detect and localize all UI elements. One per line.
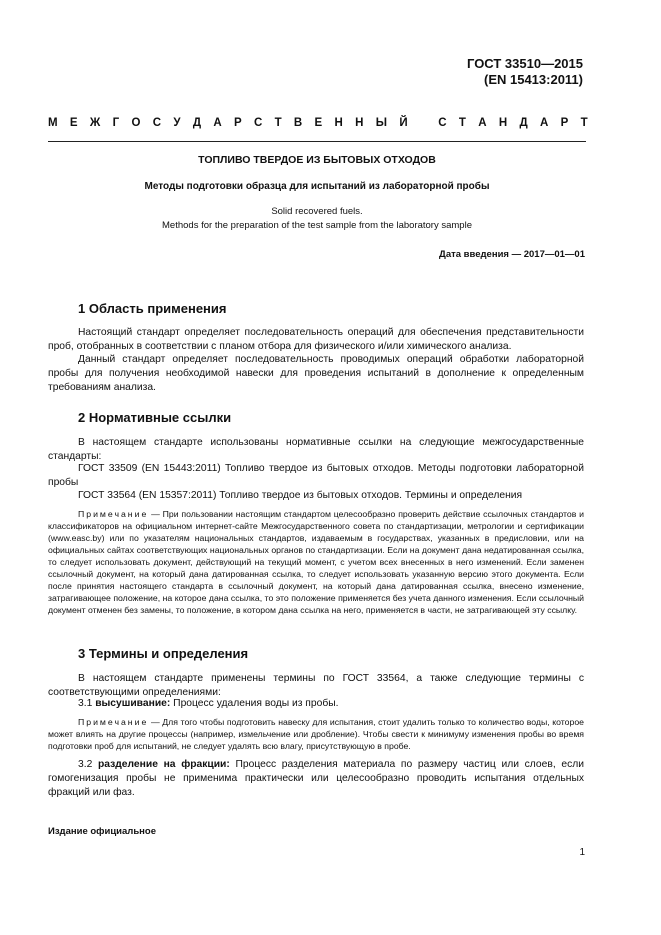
- banner-letter: С: [438, 117, 447, 129]
- english-title-line-1: Solid recovered fuels.: [271, 206, 363, 217]
- section-2-reference-1: ГОСТ 33509 (EN 15443:2011) Топливо твердое из бытовых отходов. Методы подготовки лабораторной пробы: [48, 463, 584, 488]
- banner-letter: О: [131, 117, 141, 129]
- term-3-2: [48, 758, 584, 800]
- introduction-date: Дата введения — 2017—01—01: [439, 249, 585, 260]
- note-text: — При пользовании настоящим стандартом целесообразно проверить действие ссылочных стандартов и классификаторов на официальном интернет-сайте Межгосударственного совета по стандартизации, метрологии и сертификации (www.easc.by) или по указателям национальных стандартов, издаваемым в государствах, указанных в предисловии, или на официальных сайтах соответствующих национальных органов по стандартизации. Если на документ дана недатированная ссылка, то следует использовать документ, действующий на текущий момент, с учетом всех внесенных в него изменений. Если заменен ссылочный документ, на который дана датированная ссылка, то следует использовать указанную версию этого документа. Если после принятия настоящего стандарта в ссылочный документ, на который дана датированная ссылка, внесено изменение, затрагивающее положение, на которое дана ссылка, то это положение применяется без учета данного изменения. Если ссылочный документ отменен без замены, то положение, в котором дана ссылка на него, применяется в части, не затрагивающей эту ссылку.: [48, 509, 584, 615]
- banner-letter: А: [478, 117, 487, 129]
- document-subtitle: Методы подготовки образца для испытаний из лабораторной пробы: [144, 181, 490, 192]
- english-title: [48, 205, 586, 233]
- banner-letter: С: [152, 117, 162, 129]
- banner-letter: Н: [355, 117, 364, 129]
- banner-letter: Е: [314, 117, 323, 129]
- term-number: 3.1: [78, 698, 96, 709]
- section-3-paragraph-1: В настоящем стандарте применены термины по ГОСТ 33564, а также следующие термины с соответствующими определениями:: [48, 673, 584, 698]
- note-label: Примечание: [78, 717, 149, 727]
- term-3-1: [48, 697, 584, 711]
- header-divider: [48, 141, 586, 142]
- term-definition: Процесс удаления воды из пробы.: [170, 698, 339, 709]
- section-1-paragraph-1: Настоящий стандарт определяет последовательность операций для обеспечения представительности проб, отобранных в соответствии с планом отбора для физического и/или химического анализа.: [48, 327, 584, 352]
- banner-letter: А: [539, 117, 549, 129]
- banner-word-gap: [420, 117, 426, 129]
- banner-letter: А: [213, 117, 222, 129]
- section-2-paragraph-1: В настоящем стандарте использованы нормативные ссылки на следующие межгосударственные стандарты:: [48, 437, 584, 462]
- banner-letter: Т: [274, 117, 282, 129]
- note-label: Примечание: [78, 509, 149, 519]
- banner-letter: Ы: [375, 117, 388, 129]
- term-definition: Процесс разделения материала по размеру частиц или слоев, если гомогенизация пробы не применима практически или целесообразно проводить испытания отдельных фракций или фаз.: [48, 759, 584, 798]
- note-text: — Для того чтобы подготовить навеску для испытания, стоит удалить только то количество воды, которое может влиять на другие процессы (например, измельчение или дробление). Чтобы свести к минимуму изменения пробы во время подготовки проб для испытаний, не следует удалять всю влагу, присутствующую в пробе.: [48, 717, 584, 751]
- banner-letter: С: [253, 117, 263, 129]
- banner-letter: Д: [192, 117, 202, 129]
- english-title-line-2: Methods for the preparation of the test sample from the laboratory sample: [162, 220, 472, 231]
- interstate-standard-banner: [48, 117, 588, 129]
- banner-letter: Д: [519, 117, 528, 129]
- term-number: 3.2: [78, 759, 98, 770]
- section-2-heading: 2 Нормативные ссылки: [78, 410, 232, 425]
- banner-letter: Г: [112, 117, 120, 129]
- gost-number: ГОСТ 33510—2015: [467, 56, 583, 71]
- banner-letter: Н: [498, 117, 508, 129]
- banner-letter: Й: [399, 117, 408, 129]
- document-title: ТОПЛИВО ТВЕРДОЕ ИЗ БЫТОВЫХ ОТХОДОВ: [198, 154, 436, 166]
- section-2-note: [48, 508, 584, 616]
- section-3-note: [48, 716, 584, 752]
- term-name: разделение на фракции:: [97, 759, 230, 770]
- banner-letter: В: [293, 117, 303, 129]
- banner-letter: Ж: [89, 117, 101, 129]
- banner-letter: М: [48, 117, 58, 129]
- banner-letter: Т: [458, 117, 466, 129]
- section-1-heading: 1 Область применения: [78, 301, 227, 316]
- section-3-heading: 3 Термины и определения: [78, 646, 249, 661]
- banner-letter: Е: [69, 117, 78, 129]
- banner-letter: Р: [233, 117, 242, 129]
- gost-number-block: [467, 56, 583, 88]
- en-number: (EN 15413:2011): [483, 72, 583, 87]
- section-1-paragraph-2: Данный стандарт определяет последовательность проводимых операций обработки лабораторной пробы для получения необходимой навески для проведения испытаний в дополнение к определенным требованиям анализа.: [48, 354, 584, 393]
- banner-letter: Р: [560, 117, 569, 129]
- official-publication-label: Издание официальное: [48, 826, 156, 837]
- term-name: высушивание:: [95, 698, 171, 709]
- banner-letter: Т: [580, 117, 588, 129]
- banner-letter: У: [173, 117, 181, 129]
- section-2-reference-2: ГОСТ 33564 (EN 15357:2011) Топливо твердое из бытовых отходов. Термины и определения: [78, 490, 523, 501]
- banner-letter: Н: [334, 117, 343, 129]
- page-number: 1: [579, 847, 585, 858]
